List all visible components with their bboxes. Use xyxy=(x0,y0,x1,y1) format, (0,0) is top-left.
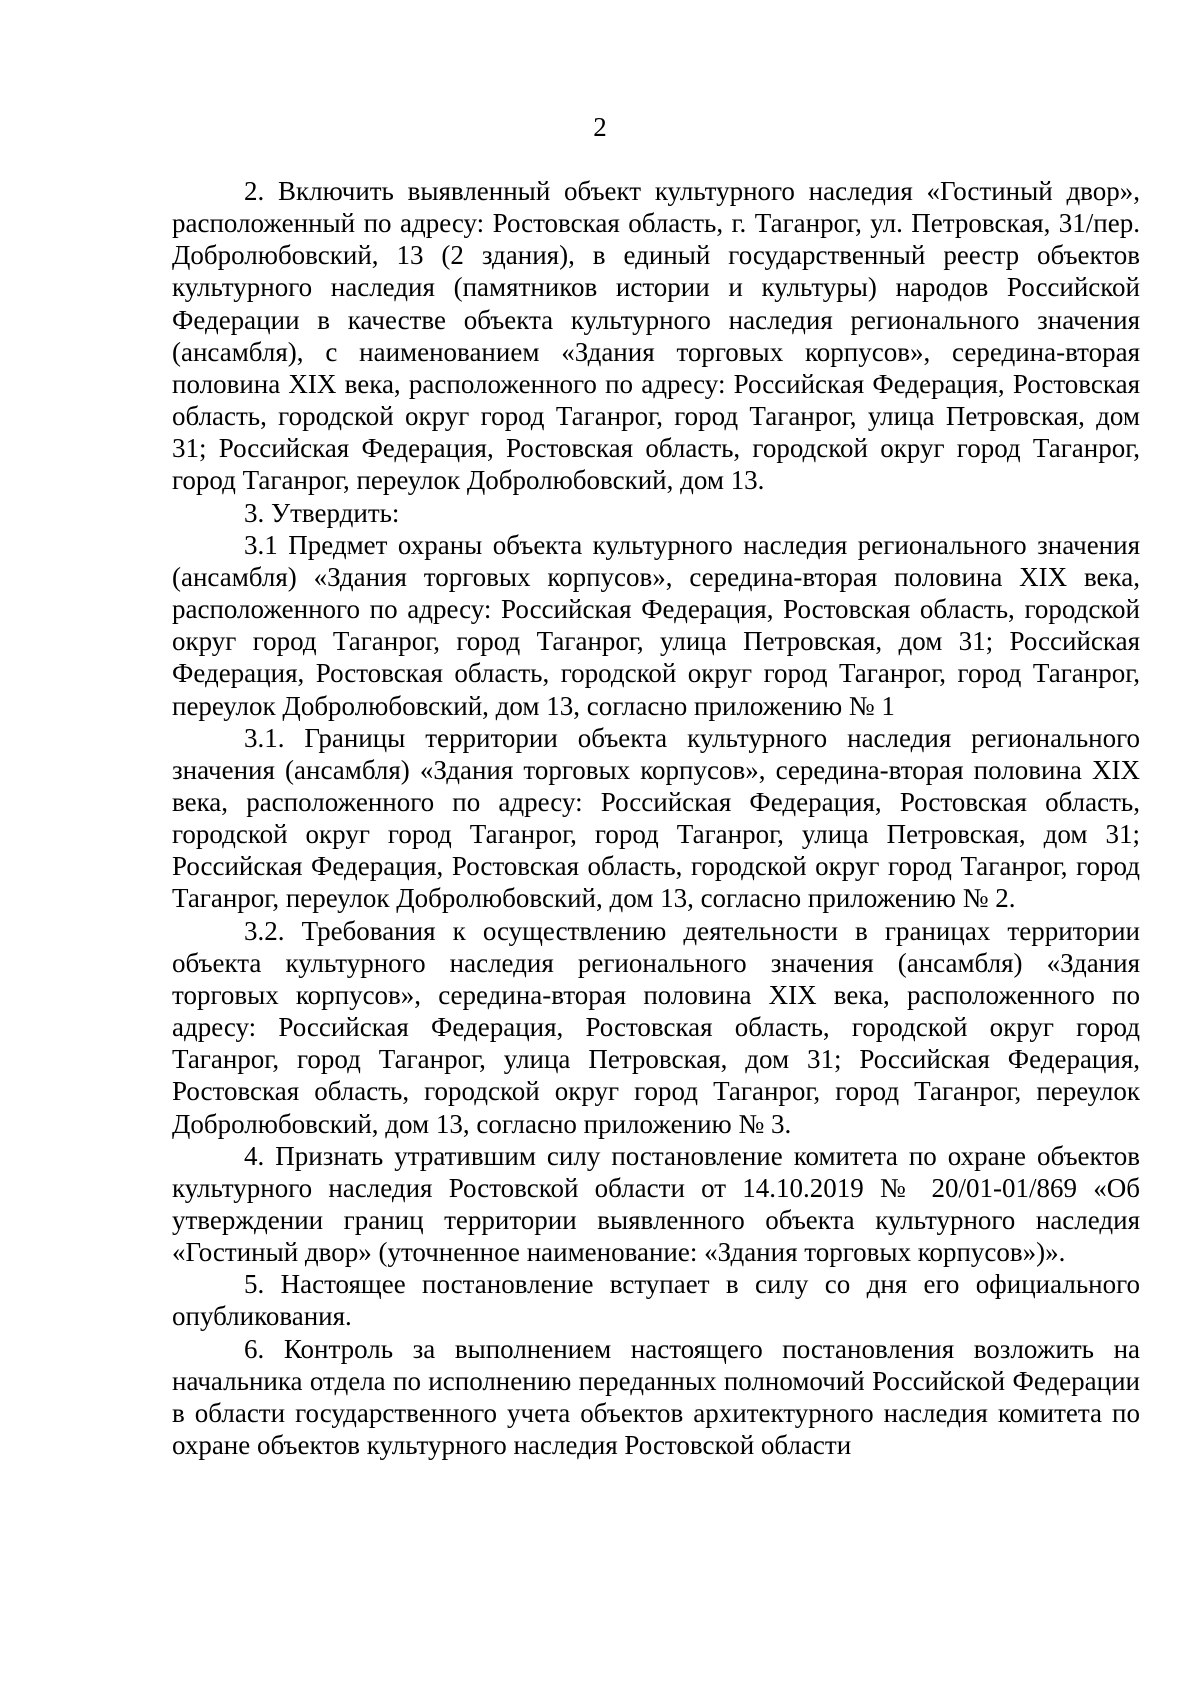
paragraph-2-include-in-registry: 2. Включить выявленный объект культурного наследия «Гостиный двор», расположенный по адресу: Ростовская область, г. Таганрог, ул. Петровская, 31/пер. Добролюбовский, 13 (2 здания), в единый государственный реестр объектов культурного наследия (памятников истории и культуры) народов Российской Федерации в качестве объекта культурного наследия регионального значения (ансамбля), с наименованием «Здания торговых корпусов», середина-вторая половина XIX века, расположенного по адресу: Российская Федерация, Ростовская область, городской округ город Таганрог, город Таганрог, улица Петровская, дом 31; Российская Федерация, Ростовская область, городской округ город Таганрог, город Таганрог, переулок Добролюбовский, дом 13. xyxy=(172,176,1140,496)
page-number: 2 xyxy=(593,112,607,142)
paragraph-3-2-activity-requirements: 3.2. Требования к осуществлению деятельности в границах территории объекта культурного наследия регионального значения (ансамбля) «Здания торговых корпусов», середина-вторая половина XIX века, расположенного по адресу: Российская Федерация, Ростовская область, городской округ город Таганрог, город Таганрог, улица Петровская, дом 31; Российская Федерация, Ростовская область, городской округ город Таганрог, город Таганрог, переулок Добролюбовский, дом 13, согласно приложению № 3. xyxy=(172,915,1140,1139)
document-body xyxy=(172,175,1140,1461)
paragraph-3-1-territory-boundaries: 3.1. Границы территории объекта культурного наследия регионального значения (ансамбля) «Здания торговых корпусов», середина-вторая половина XIX века, расположенного по адресу: Российская Федерация, Ростовская область, городской округ город Таганрог, город Таганрог, улица Петровская, дом 31; Российская Федерация, Ростовская область, городской округ город Таганрог, город Таганрог, переулок Добролюбовский, дом 13, согласно приложению № 2. xyxy=(172,722,1140,914)
paragraph-3-approve: 3. Утвердить: xyxy=(244,497,400,528)
paragraph-4-repeal: 4. Признать утратившим силу постановление комитета по охране объектов культурного наследия Ростовской области от 14.10.2019 № 20/01-01/869 «Об утверждении границ территории выявленного объекта культурного наследия «Гостиный двор» (уточненное наименование: «Здания торговых корпусов»)». xyxy=(172,1140,1140,1268)
paragraph-5-entry-into-force: 5. Настоящее постановление вступает в силу со дня его официального опубликования. xyxy=(172,1269,1140,1332)
paragraph-6-control: 6. Контроль за выполнением настоящего постановления возложить на начальника отдела по исполнению переданных полномочий Российской Федерации в области государственного учета объектов архитектурного наследия комитета по охране объектов культурного наследия Ростовской области xyxy=(172,1333,1140,1461)
paragraph-3-1-protection-subject: 3.1 Предмет охраны объекта культурного наследия регионального значения (ансамбля) «Здания торговых корпусов», середина-вторая половина XIX века, расположенного по адресу: Российская Федерация, Ростовская область, городской округ город Таганрог, город Таганрог, улица Петровская, дом 31; Российская Федерация, Ростовская область, городской округ город Таганрог, город Таганрог, переулок Добролюбовский, дом 13, согласно приложению № 1 xyxy=(172,529,1140,721)
